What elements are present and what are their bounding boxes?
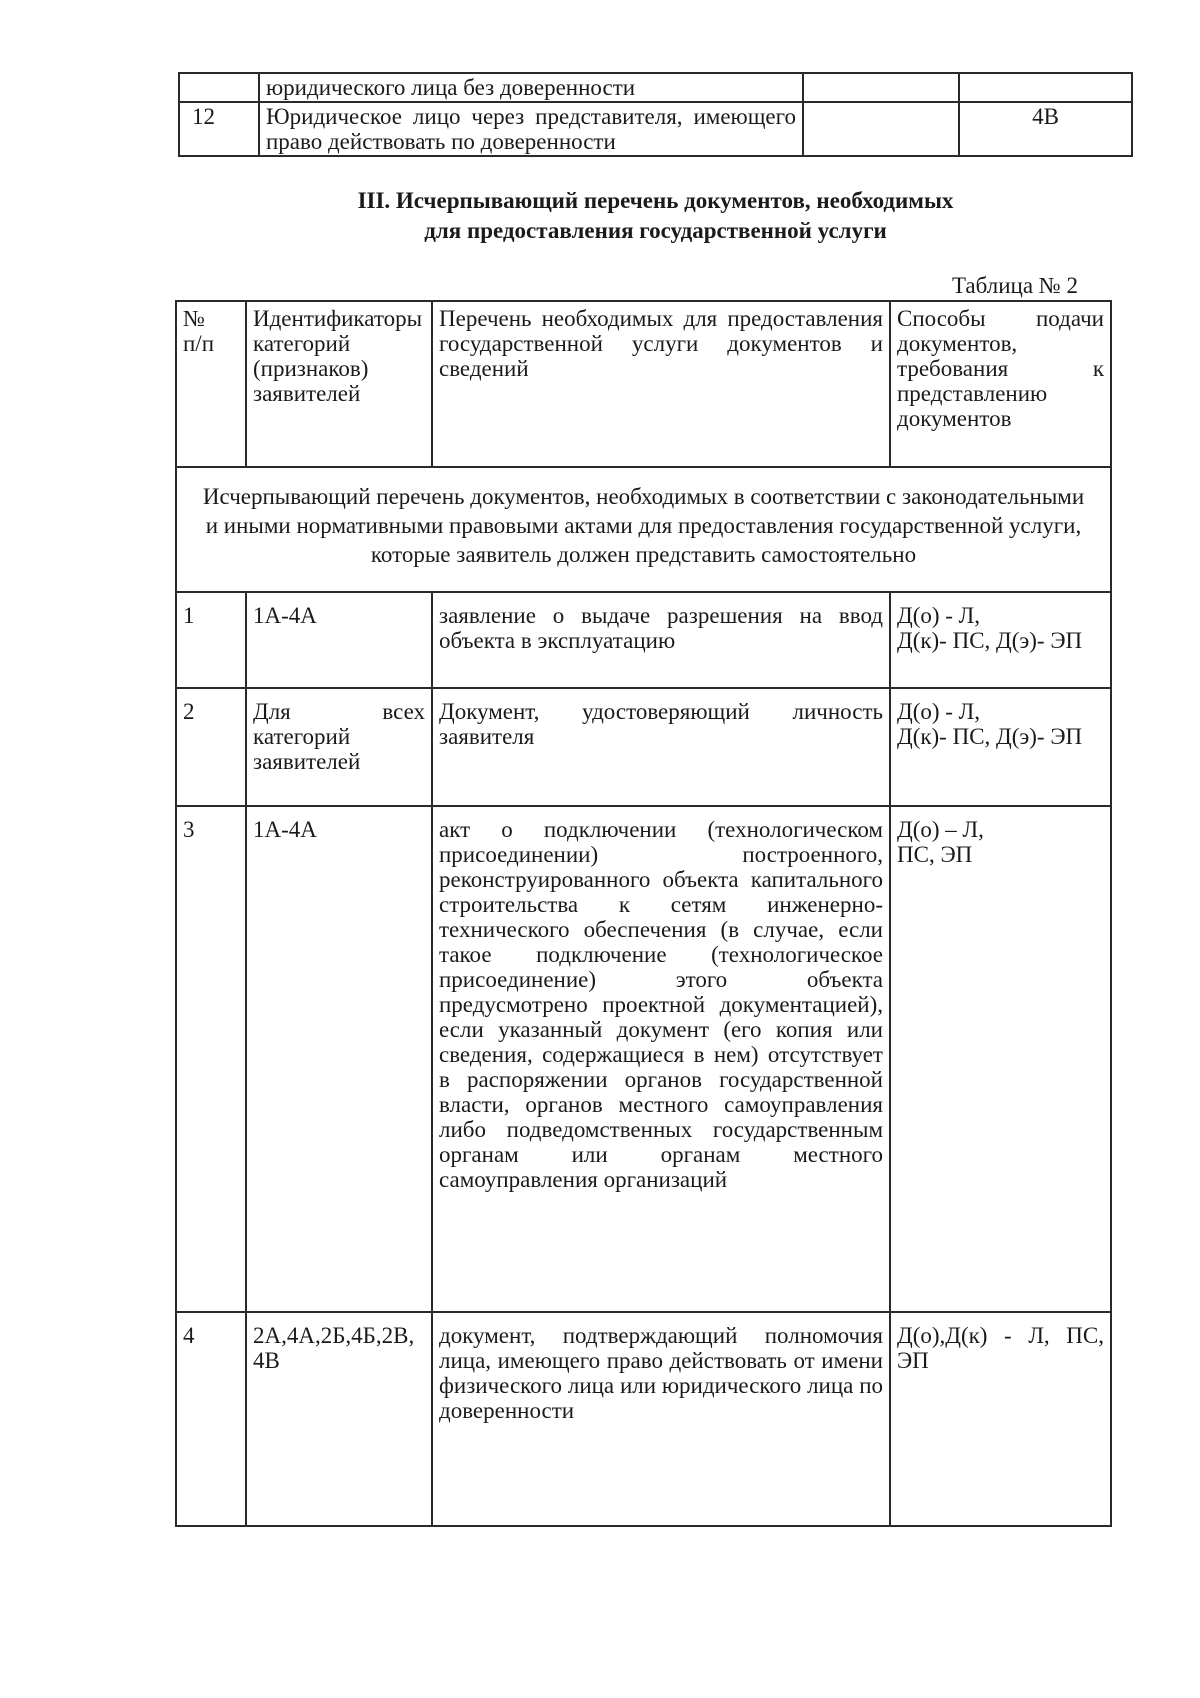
group-title: Исчерпывающий перечень документов, необходимых в соответствии с законодательными и иными нормативными правовыми актами для предоставления государственной услуги, которые заявитель должен представить самостоятельно [176,467,1111,592]
applicant-cell: Юридическое лицо через представителя, имеющего право действовать по доверенности [259,102,803,156]
table-caption: Таблица № 2 [951,273,1078,298]
row-number: 2 [176,688,246,806]
documents-table [175,300,1112,1527]
table-row [179,102,1132,156]
table-row [176,806,1111,1312]
document-cell: Документ, удостоверяющий личность заявителя [432,688,890,806]
applicant-cell: юридического лица без доверенности [259,73,803,102]
document-cell: документ, подтверждающий полномочия лица, имеющего право действовать от имени физического лица или юридического лица по доверенности [432,1312,890,1526]
row-number: 3 [176,806,246,1312]
methods-cell: Д(о) – Л, ПС, ЭП [890,806,1111,1312]
table-row [176,1312,1111,1526]
header-document-list: Перечень необходимых для предоставления государственной услуги документов и сведений [432,301,890,467]
row-number: 1 [176,592,246,688]
group-row [176,467,1111,592]
row-number [179,73,259,102]
header-number: № п/п [176,301,246,467]
section-heading [178,186,1133,246]
methods-cell: Д(о) - Л, Д(к)- ПС, Д(э)- ЭП [890,688,1111,806]
category-code-cell: 4В [959,102,1132,156]
methods-cell: Д(о),Д(к) - Л, ПС, ЭП [890,1312,1111,1526]
category-code-cell [959,73,1132,102]
empty-cell [803,73,959,102]
document-cell: акт о подключении (технологическом присоединении) построенного, реконструированного объекта капитального строительства к сетям инженерно-технического обеспечения (в случае, если такое подключение (технологическое присоединение) этого объекта предусмотрено проектной документацией), если указанный документ (его копия или сведения, содержащиеся в нем) отсутствует в распоряжении органов государственной власти, органов местного самоуправления либо подведомственных государственным органам или органам местного самоуправления организаций [432,806,890,1312]
table-row [176,592,1111,688]
section-title-line-2: для предоставления государственной услуги [424,218,887,243]
methods-cell: Д(о) - Л, Д(к)- ПС, Д(э)- ЭП [890,592,1111,688]
row-number: 4 [176,1312,246,1526]
header-submission-methods: Способы подачи документов, требования к представлению документов [890,301,1111,467]
identifier-cell: 1А-4А [246,806,432,1312]
identifier-cell: 1А-4А [246,592,432,688]
previous-table-continuation [178,72,1133,157]
table-row [176,688,1111,806]
document-cell: заявление о выдаче разрешения на ввод объекта в эксплуатацию [432,592,890,688]
section-title-line-1: III. Исчерпывающий перечень документов, необходимых [357,188,954,213]
row-number: 12 [179,102,259,156]
header-identifier: Идентификаторы категорий (признаков) заявителей [246,301,432,467]
empty-cell [803,102,959,156]
header-row [176,301,1111,467]
identifier-cell: 2А,4А,2Б,4Б,2В, 4В [246,1312,432,1526]
table-row [179,73,1132,102]
identifier-cell: Для всех категорий заявителей [246,688,432,806]
